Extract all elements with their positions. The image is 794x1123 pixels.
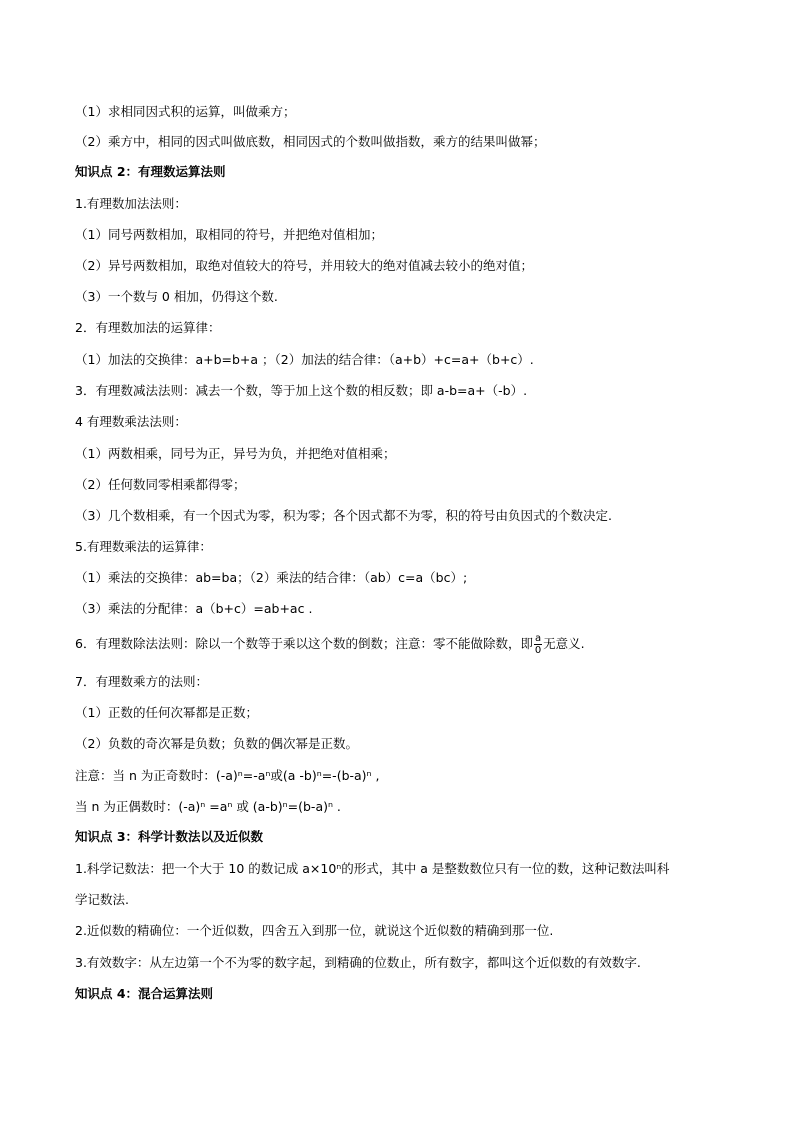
text-line: （2）异号两数相加，取绝对值较大的符号，并用较大的绝对值减去较小的绝对值； [75, 258, 533, 273]
text-line: 2.近似数的精确位：一个近似数，四舍五入到那一位，就说这个近似数的精确到那一位. [75, 923, 554, 938]
text-line: 1.科学记数法：把一个大于 10 的数记成 a×10ⁿ的形式，其中 a 是整数数位只有一位的数，这种记数法叫科 [75, 861, 670, 876]
text-line: 注意：当 n 为正奇数时：(-a)ⁿ=-aⁿ或(a -b)ⁿ=-(b-a)ⁿ , [75, 768, 380, 783]
fraction-numerator: a [534, 633, 542, 644]
text-line: 7．有理数乘方的法则： [75, 674, 208, 689]
text-line: （1）同号两数相加，取相同的符号，并把绝对值相加； [75, 227, 383, 242]
text-line: （1）求相同因式积的运算，叫做乘方； [75, 104, 296, 119]
text-line: （2）任何数同零相乘都得零； [75, 477, 246, 492]
division-rule-suffix: 无意义. [543, 636, 585, 651]
text-line: 当 n 为正偶数时：(-a)ⁿ =aⁿ 或 (a-b)ⁿ=(b-a)ⁿ . [75, 799, 341, 814]
text-line: （1）加法的交换律：a+b=b+a ；（2）加法的结合律：（a+b）+c=a+（b+c）. [75, 352, 534, 367]
fraction-denominator: 0 [534, 645, 542, 656]
division-rule-text: 6．有理数除法法则：除以一个数等于乘以这个数的倒数；注意：零不能做除数，即 [75, 636, 533, 651]
text-line: 2．有理数加法的运算律： [75, 320, 221, 335]
text-line: （1）两数相乘，同号为正，异号为负，并把绝对值相乘； [75, 446, 396, 461]
text-line: （2）乘方中，相同的因式叫做底数，相同因式的个数叫做指数，乘方的结果叫做幂； [75, 134, 546, 149]
text-line: 3．有理数减法法则：减去一个数，等于加上这个数的相反数；即 a-b=a+（-b）. [75, 383, 528, 398]
text-line: 3.有效数字：从左边第一个不为零的数字起，到精确的位数止，所有数字，都叫这个近似数的有效数字. [75, 955, 641, 970]
fraction [534, 633, 542, 656]
text-line: 4 有理数乘法法则： [75, 414, 187, 429]
text-line: （3）几个数相乘，有一个因式为零，积为零；各个因式都不为零，积的符号由负因式的个数决定. [75, 508, 612, 523]
text-line: （1）乘法的交换律：ab=ba；（2）乘法的结合律：（ab）c=a（bc）; [75, 570, 468, 585]
section-heading: 知识点 4：混合运算法则 [75, 986, 214, 1001]
text-line: （3）一个数与 0 相加，仍得这个数. [75, 289, 278, 304]
section-heading: 知识点 2：有理数运算法则 [75, 164, 226, 179]
text-line: 5.有理数乘法的运算律： [75, 539, 212, 554]
text-line: 学记数法. [75, 892, 129, 907]
section-heading: 知识点 3：科学计数法以及近似数 [75, 829, 264, 844]
text-line: 1.有理数加法法则： [75, 196, 187, 211]
text-line: （2）负数的奇次幂是负数；负数的偶次幂是正数。 [75, 736, 358, 751]
text-line: （1）正数的任何次幂都是正数； [75, 705, 258, 720]
text-line: （3）乘法的分配律：a（b+c）=ab+ac . [75, 601, 313, 616]
division-rule-line [75, 633, 585, 656]
